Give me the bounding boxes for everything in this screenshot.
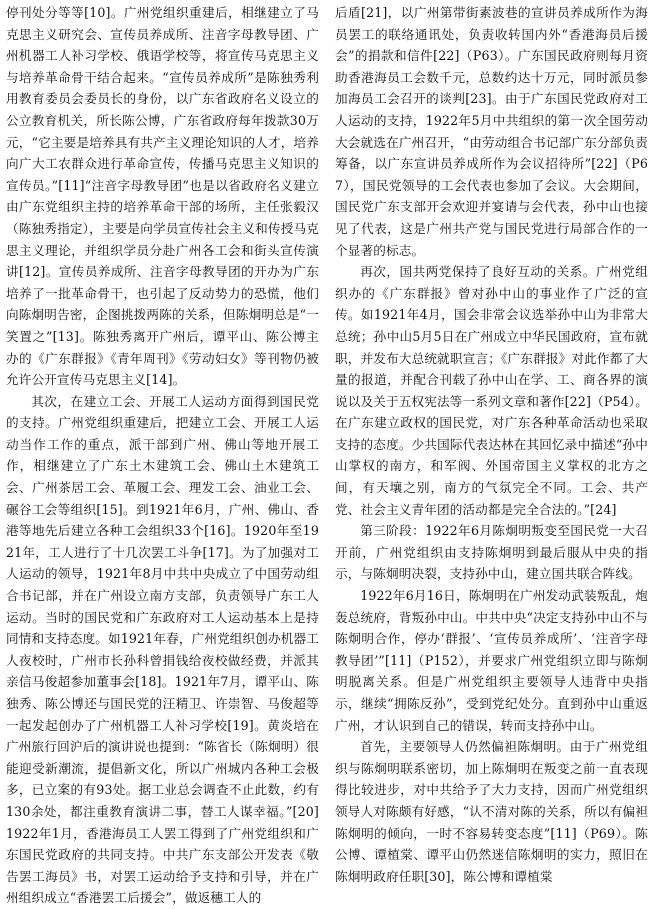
document-page: [6, 2, 648, 906]
paragraph: 第三阶段：1922年6月陈炯明叛变至国民党一大召开前，广州党组织由支持陈炯明到最后服从中央的指示，与陈炯明决裂，支持孙中山，建立国共联合阵线。: [335, 523, 648, 582]
left-column: [6, 2, 320, 906]
paragraph: 停刊处分等等[10]。广州党组织重建后，相继建立了马克思主义研究会、宣传员养成所、注音字母教导团、广州机器工人补习学校、俄语学校等，将宣传马克思主义与培养革命骨干结合起来。“宣传员养成所”是陈独秀利用教育委员会委员长的身份，以广东省政府名义设立的公立教育机关，所长陈公博，广东省政府每年拨款30万元，“它主要是培养具有共产主义理论知识的人才，培养向广大工农群众进行革命宣传，传播马克思主义知识的宣传员。”[11]“注音字母教导团”也是以省政府名义建立由广东党组织主持的培养革命干部的场所，主任张毅汉（陈独秀指定），主要是向学员宣传社会主义和传授马克思主义理论，并组织学员分赴广州各工会和街头宣传演讲[12]。宣传员养成所、注音字母教导团的开办为广东培养了一批革命骨干，也引起了反动势力的恐慌，他们向陈炯明告密，企图挑拨两陈的关系，但陈炯明总是“一笑置之”[13]。陈独秀离开广州后，谭平山、陈公博主办的《广东群报》《青年周刊》《劳动妇女》等刊物仍被允许公开宣传马克思主义[14]。: [6, 5, 319, 388]
right-column: [335, 2, 648, 884]
paragraph: 其次，在建立工会、开展工人运动方面得到国民党的支持。广州党组织重建后，把建立工会、开展工人运动当作工作的重点，派干部到广州、佛山等地开展工作，相继建立了广东土木建筑工会、佛山土木建筑工会、广州茶居工会、革履工会、理发工会、油业工会、碾谷工会等组织[15]。到1921年6月，广州、佛山、香港等地先后建立各种工会组织33个[16]。1920年至1921年，工人进行了十几次罢工斗争[17]。为了加强对工人运动的领导，1921年8月中共中央成立了中国劳动组合书记部，并在广州设立南方支部，负责领导广东工人运动。当时的国民党和广东政府对工人运动基本上是持同情和支持态度。如1921年春，广州党组织创办机器工人夜校时，广州市长孙科曾捐钱给夜校做经费，并派其亲信马俊超参加董事会[18]。1921年7月，谭平山、陈独秀、陈公博还与国民党的汪精卫、许崇智、马俊超等一起发起创办了广州机器工人补习学校[19]。黄炎培在广州旅行回沪后的演讲说也提到：“陈省长（陈炯明）很能迎受新潮流，提倡新文化，所以广州城内各种工会极多，已立案的有93处。据工业总会调查不止此数，约有130余处，都注重教育演讲二事，替工人谋幸福。”[20]1922年1月，香港海员工人罢工得到了广州党组织和广东国民党政府的共同支持。中共广东支部公开发表《敬告罢工海员》书，对罢工运动给予支持和引导，并在广州组织成立“香港罢工后援会”，做返穗工人的: [6, 393, 320, 906]
paragraph: 1922年6月16日，陈炯明在广州发动武装叛乱，炮轰总统府，背叛孙中山。中共中央“决定支持孙中山不与陈炯明合作，停办‘群报’、‘宣传员养成所’、‘注音字母教导团’”[11]（P152），并要求广州党组织立即与陈炯明脱离关系。但是广州党组织主要领导人违背中央指示，继续“拥陈反孙”，受到党纪处分。直到孙中山重返广州，才认识到自己的错误，转而支持孙中山。: [335, 588, 648, 733]
paragraph: 后盾[21]，以广州第带街素波巷的宣讲员养成所作为海员罢工的联络通讯处，负责收转国内外“香港海员后援会”的捐款和信件[22]（P63）。广东国民政府则每月资助香港海员工会数千元，总数约达十万元，同时派员参加海员工会召开的谈判[23]。由于广东国民党政府对工人运动的支持，1922年5月中共组织的第一次全国劳动大会就选在广州召开，“由劳动组合书记部广东分部负责筹备，以广东宣讲员养成所作为会议招待所”[22]（P67），国民党领导的工会代表也参加了会议。大会期间，国民党广东支部开会欢迎并宴请与会代表，孙中山也接见了代表，这是广州共产党与国民党进行局部合作的一个显著的标志。: [335, 5, 648, 258]
paragraph: 首先，主要领导人仍然偏袒陈炯明。由于广州党组织与陈炯明联系密切，加上陈炯明在叛变之前一直表现得比较进步，对中共给予了大力支持，因而广州党组织领导人对陈颇有好感，“认不清对陈的关系，所以有偏袒陈炯明的倾向，一时不容易转变态度”[11]（P69）。陈公博、谭植棠、谭平山仍然迷信陈炯明的实力，照旧在陈炯明政府任职[30]，陈公博和谭植棠: [335, 739, 648, 884]
paragraph: 再次，国共两党保持了良好互动的关系。广州党组织办的《广东群报》曾对孙中山的事业作了广泛的宣传。如1921年4月，国会非常会议选举孙中山为非常大总统；孙中山5月5日在广州成立中华民国政府，宣布就职，并发布大总统就职宣言；《广东群报》对此作都了大量的报道，并配合刊载了孙中山在学、工、商各界的演说以及关于五权宪法等一系列文章和著作[22]（P54）。在广东建立政权的国民党，对广东各种革命活动也采取支持的态度。少共国际代表达林在其回忆录中描述“孙中山掌权的南方，和军阀、外国帝国主义掌权的北方之间，有天壤之别，南方的气氛完全不同。工会、共产党、社会主义青年团的活动都是完全合法的。”[24]: [335, 264, 648, 517]
